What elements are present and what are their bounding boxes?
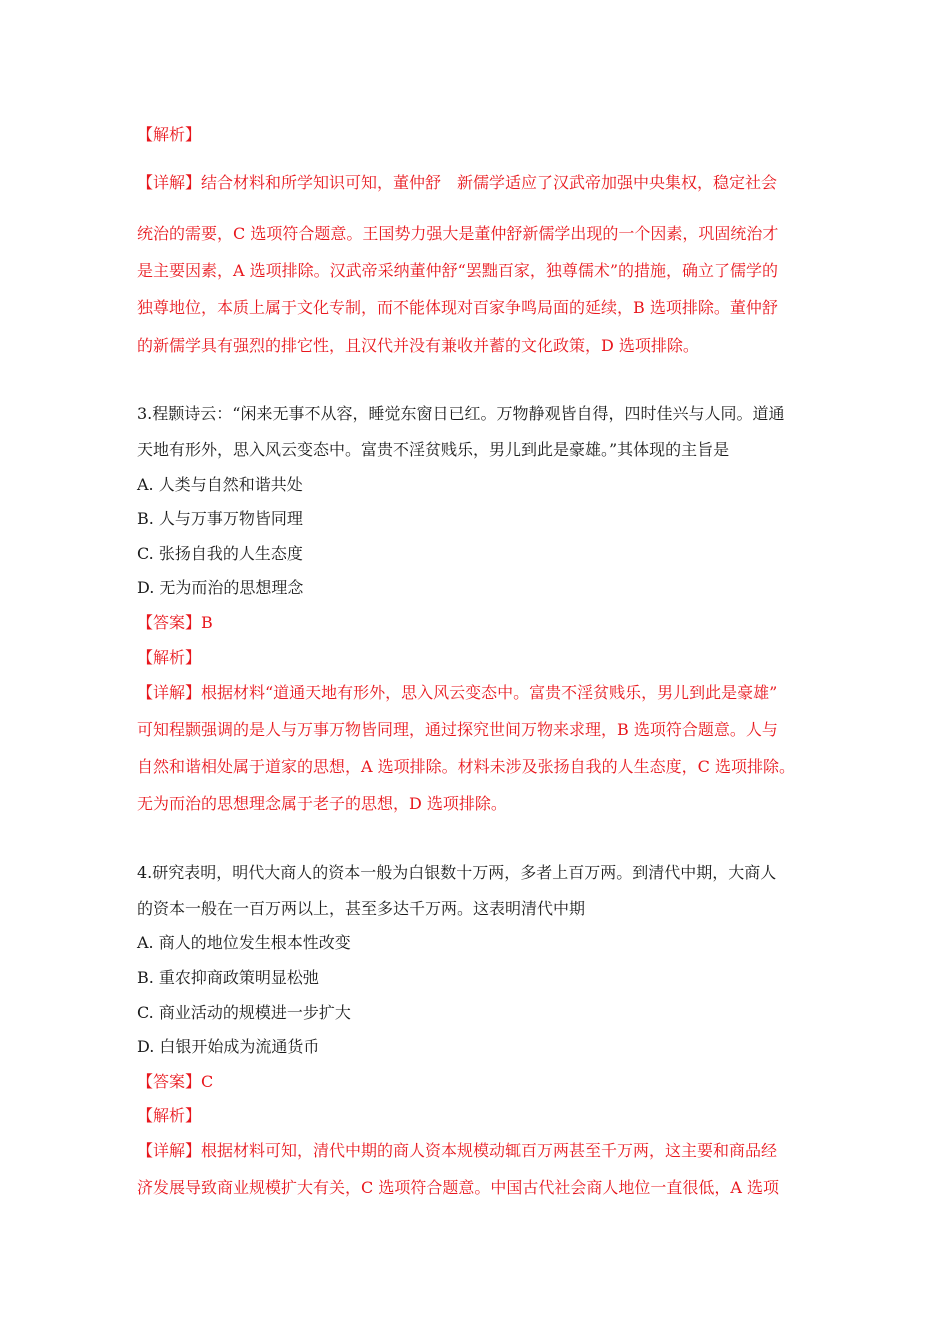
explanation-line: 【详解】根据材料可知，清代中期的商人资本规模动辄百万两甚至千万两，这主要和商品经 [137,1141,778,1160]
explanation-line: 无为而治的思想理念属于老子的思想，D 选项排除。 [137,794,507,813]
answer-label: 【答案】C [137,1072,214,1091]
analysis-label: 【解析】 [137,1106,202,1125]
explanation-line: 自然和谐相处属于道家的思想，A 选项排除。材料未涉及张扬自我的人生态度，C 选项排除。 [137,757,795,776]
option-c: C. 张扬自我的人生态度 [137,544,303,563]
option-a: A. 人类与自然和谐共处 [137,475,303,494]
explanation-line: 统治的需要，C 选项符合题意。王国势力强大是董仲舒新儒学出现的一个因素，巩固统治才 [137,224,779,243]
analysis-label: 【解析】 [137,648,202,667]
detail-label: 【详解】 [137,173,202,192]
explanation-text: 新儒学适应了汉武帝加强中央集权，稳定社会 [457,173,778,192]
explanation-line: 是主要因素，A 选项排除。汉武帝采纳董仲舒“罢黜百家，独尊儒术”的措施，确立了儒学的 [137,261,779,280]
explanation-line: 【详解】根据材料“道通天地有形外，思入风云变态中。富贵不淫贫贱乐，男儿到此是豪雄” [137,683,778,702]
question-stem: 4.研究表明，明代大商人的资本一般为白银数十万两，多者上百万两。到清代中期，大商人 [137,863,777,882]
option-b: B. 重农抑商政策明显松弛 [137,968,319,987]
option-d: D. 白银开始成为流通货币 [137,1037,320,1056]
analysis-label: 【解析】 [137,125,202,144]
explanation-text: 结合材料和所学知识可知，董仲舒 [201,173,442,192]
explanation-line: 独尊地位，本质上属于文化专制，而不能体现对百家争鸣局面的延续，B 选项排除。董仲舒 [137,298,778,317]
option-a: A. 商人的地位发生根本性改变 [137,933,351,952]
explanation-line: 可知程颢强调的是人与万事万物皆同理，通过探究世间万物来求理，B 选项符合题意。人与 [137,720,778,739]
explanation-line [137,173,777,193]
option-b: B. 人与万事万物皆同理 [137,509,303,528]
option-d: D. 无为而治的思想理念 [137,578,304,597]
option-c: C. 商业活动的规模进一步扩大 [137,1003,351,1022]
explanation-line: 济发展导致商业规模扩大有关，C 选项符合题意。中国古代社会商人地位一直很低，A 选项 [137,1178,779,1197]
question-stem: 3.程颢诗云：“闲来无事不从容，睡觉东窗日已红。万物静观皆自得，四时佳兴与人同。道通 [137,404,785,423]
answer-label: 【答案】B [137,613,213,632]
question-stem: 的资本一般在一百万两以上，甚至多达千万两。这表明清代中期 [137,899,586,918]
question-stem: 天地有形外，思入风云变态中。富贵不淫贫贱乐，男儿到此是豪雄。”其体现的主旨是 [137,440,730,459]
explanation-line: 的新儒学具有强烈的排它性，且汉代并没有兼收并蓄的文化政策，D 选项排除。 [137,336,699,355]
